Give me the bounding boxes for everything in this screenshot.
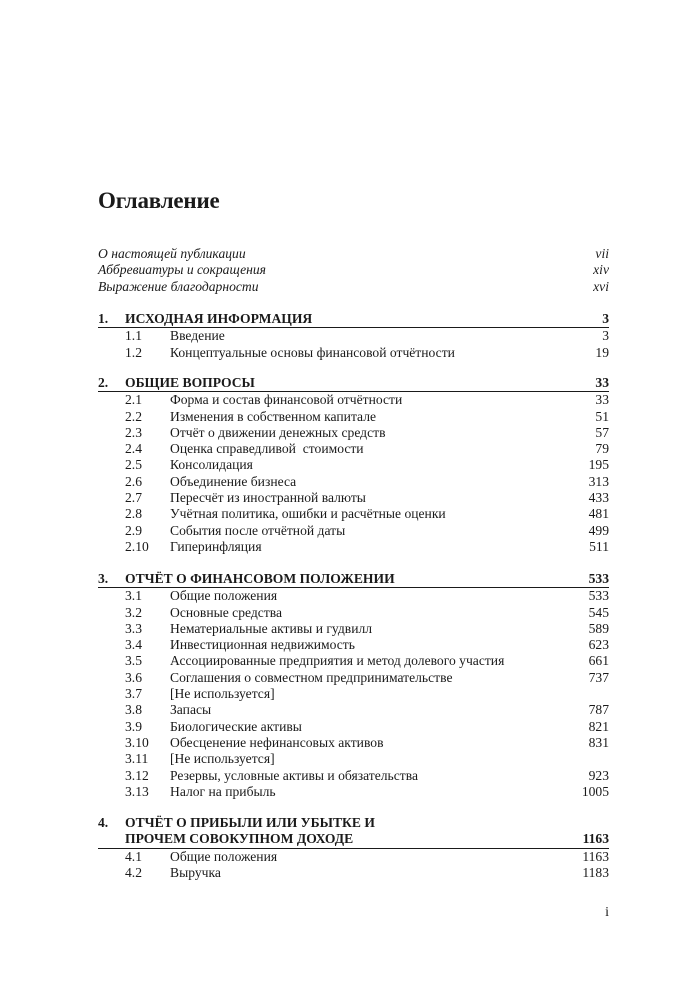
section-entry[interactable] xyxy=(98,392,609,408)
section-page: 545 xyxy=(588,604,609,620)
section-number: 3.3 xyxy=(125,620,142,636)
section-title: Выручка xyxy=(170,864,221,880)
chapter-page: 533 xyxy=(588,571,609,586)
chapter-1 xyxy=(98,311,609,361)
section-number: 3.9 xyxy=(125,718,142,734)
entry-title: Аббревиатуры и сокращения xyxy=(98,262,266,278)
chapter-4 xyxy=(98,815,609,881)
chapter-heading[interactable] xyxy=(98,815,609,849)
page-number: i xyxy=(605,905,609,920)
section-page: 787 xyxy=(588,702,609,718)
section-entry[interactable] xyxy=(98,686,609,702)
section-number: 3.10 xyxy=(125,734,149,750)
section-title: Резервы, условные активы и обязательства xyxy=(170,767,418,783)
section-number: 2.3 xyxy=(125,424,142,440)
section-page: 623 xyxy=(588,637,609,653)
section-number: 1.2 xyxy=(125,344,142,360)
chapter-title: ИСХОДНАЯ ИНФОРМАЦИЯ xyxy=(125,311,313,326)
section-page: 481 xyxy=(588,506,609,522)
section-entry[interactable] xyxy=(98,784,609,800)
section-entry[interactable] xyxy=(98,637,609,653)
section-title: Введение xyxy=(170,328,225,344)
section-entry[interactable] xyxy=(98,653,609,669)
toc-entry[interactable] xyxy=(98,262,609,278)
section-number: 3.8 xyxy=(125,702,142,718)
chapter-heading[interactable] xyxy=(98,375,609,392)
section-page: 1005 xyxy=(581,783,609,799)
section-number: 2.4 xyxy=(125,441,142,457)
section-page: 661 xyxy=(588,653,609,669)
entry-page: xiv xyxy=(593,262,609,278)
section-entry[interactable] xyxy=(98,506,609,522)
chapter-title: ОТЧЁТ О ФИНАНСОВОМ ПОЛОЖЕНИИ xyxy=(125,571,395,586)
section-title: Общие положения xyxy=(170,588,278,604)
section-entry[interactable] xyxy=(98,328,609,344)
section-title: Оценка справедливой стоимости xyxy=(170,441,364,457)
section-title: Форма и состав финансовой отчётности xyxy=(170,392,403,408)
section-title: Консолидация xyxy=(170,457,253,473)
section-entry[interactable] xyxy=(98,474,609,490)
section-entry[interactable] xyxy=(98,605,609,621)
section-entry[interactable] xyxy=(98,345,609,361)
section-number: 2.5 xyxy=(125,457,142,473)
section-title: [Не используется] xyxy=(170,751,275,767)
section-number: 3.6 xyxy=(125,669,142,685)
section-page: 533 xyxy=(588,588,609,604)
section-page: 821 xyxy=(588,718,609,734)
section-page: 195 xyxy=(588,457,609,473)
section-number: 2.6 xyxy=(125,473,142,489)
section-entry[interactable] xyxy=(98,621,609,637)
toc-entry[interactable] xyxy=(98,246,609,262)
chapter-2 xyxy=(98,375,609,555)
section-title: Основные средства xyxy=(170,604,283,620)
section-number: 3.4 xyxy=(125,637,142,653)
section-title: Запасы xyxy=(170,702,212,718)
section-number: 2.8 xyxy=(125,506,142,522)
entry-title: О настоящей публикации xyxy=(98,246,246,261)
section-page: 3 xyxy=(602,328,609,344)
section-entry[interactable] xyxy=(98,670,609,686)
section-number: 4.1 xyxy=(125,848,142,864)
section-entry[interactable] xyxy=(98,490,609,506)
chapter-heading[interactable] xyxy=(98,571,609,588)
chapter-page: 3 xyxy=(602,311,609,326)
chapter-title: ОТЧЁТ О ПРИБЫЛИ ИЛИ УБЫТКЕ И ПРОЧЕМ СОВОКУПНОМ ДОХОДЕ xyxy=(125,815,375,847)
section-title: Налог на прибыль xyxy=(170,783,276,799)
entry-page: xvi xyxy=(593,278,609,294)
section-entry[interactable] xyxy=(98,768,609,784)
section-entry[interactable] xyxy=(98,751,609,767)
section-entry[interactable] xyxy=(98,441,609,457)
section-page: 57 xyxy=(595,424,609,440)
section-entry[interactable] xyxy=(98,719,609,735)
section-number: 3.7 xyxy=(125,686,142,702)
section-entry[interactable] xyxy=(98,457,609,473)
section-page: 51 xyxy=(595,408,609,424)
section-page: 589 xyxy=(588,620,609,636)
section-number: 3.11 xyxy=(125,751,149,767)
section-page: 79 xyxy=(595,441,609,457)
toc-entry[interactable] xyxy=(98,279,609,295)
section-title: [Не используется] xyxy=(170,686,275,702)
section-title: Соглашения о совместном предпринимательстве xyxy=(170,669,453,685)
section-number: 3.13 xyxy=(125,783,149,799)
section-number: 2.7 xyxy=(125,490,142,506)
section-title: Ассоциированные предприятия и метод долевого участия xyxy=(170,653,505,669)
section-title: Объединение бизнеса xyxy=(170,473,297,489)
section-number: 1.1 xyxy=(125,328,142,344)
chapter-page: 33 xyxy=(595,375,609,390)
section-page: 923 xyxy=(588,767,609,783)
section-title: Учётная политика, ошибки и расчётные оценки xyxy=(170,506,446,522)
section-entry[interactable] xyxy=(98,523,609,539)
section-page: 499 xyxy=(588,522,609,538)
entry-page: vii xyxy=(595,246,609,261)
section-entry[interactable] xyxy=(98,865,609,881)
section-page: 33 xyxy=(595,392,609,408)
section-entry[interactable] xyxy=(98,588,609,604)
section-page: 1163 xyxy=(582,848,609,864)
section-title: Пересчёт из иностранной валюты xyxy=(170,490,366,506)
chapter-number: 2. xyxy=(98,375,109,390)
section-page: 1183 xyxy=(582,864,609,880)
chapter-3 xyxy=(98,571,609,800)
chapter-heading[interactable] xyxy=(98,311,609,328)
section-entry[interactable] xyxy=(98,849,609,865)
section-number: 2.10 xyxy=(125,538,149,554)
section-number: 3.2 xyxy=(125,604,142,620)
section-number: 2.9 xyxy=(125,522,142,538)
section-number: 2.2 xyxy=(125,408,142,424)
section-title: Биологические активы xyxy=(170,718,302,734)
entry-title: Выражение благодарности xyxy=(98,278,259,294)
section-title: Обесценение нефинансовых активов xyxy=(170,734,384,750)
front-matter-list xyxy=(98,246,609,295)
section-entry[interactable] xyxy=(98,409,609,425)
section-number: 4.2 xyxy=(125,864,142,880)
section-page: 831 xyxy=(588,734,609,750)
section-entry[interactable] xyxy=(98,735,609,751)
section-entry[interactable] xyxy=(98,702,609,718)
chapter-number: 1. xyxy=(98,311,109,326)
section-title: Нематериальные активы и гудвилл xyxy=(170,620,373,636)
section-page: 511 xyxy=(589,538,609,554)
chapter-number: 4. xyxy=(98,815,109,830)
section-title: Общие положения xyxy=(170,848,278,864)
section-number: 3.1 xyxy=(125,588,142,604)
chapter-number: 3. xyxy=(98,571,109,586)
section-title: Изменения в собственном капитале xyxy=(170,408,377,424)
section-number: 3.5 xyxy=(125,653,142,669)
section-title: Отчёт о движении денежных средств xyxy=(170,424,386,440)
section-page: 433 xyxy=(588,490,609,506)
section-entry[interactable] xyxy=(98,425,609,441)
section-entry[interactable] xyxy=(98,539,609,555)
section-title: События после отчётной даты xyxy=(170,522,346,538)
section-number: 3.12 xyxy=(125,767,149,783)
section-title: Гиперинфляция xyxy=(170,538,262,554)
page-title: Оглавление xyxy=(98,188,220,213)
section-title: Инвестиционная недвижимость xyxy=(170,637,355,653)
chapter-title: ОБЩИЕ ВОПРОСЫ xyxy=(125,375,255,390)
section-page: 737 xyxy=(588,669,609,685)
section-number: 2.1 xyxy=(125,392,142,408)
section-page: 19 xyxy=(595,344,609,360)
section-title: Концептуальные основы финансовой отчётности xyxy=(170,344,455,360)
chapter-page: 1163 xyxy=(582,831,609,847)
section-page: 313 xyxy=(588,473,609,489)
